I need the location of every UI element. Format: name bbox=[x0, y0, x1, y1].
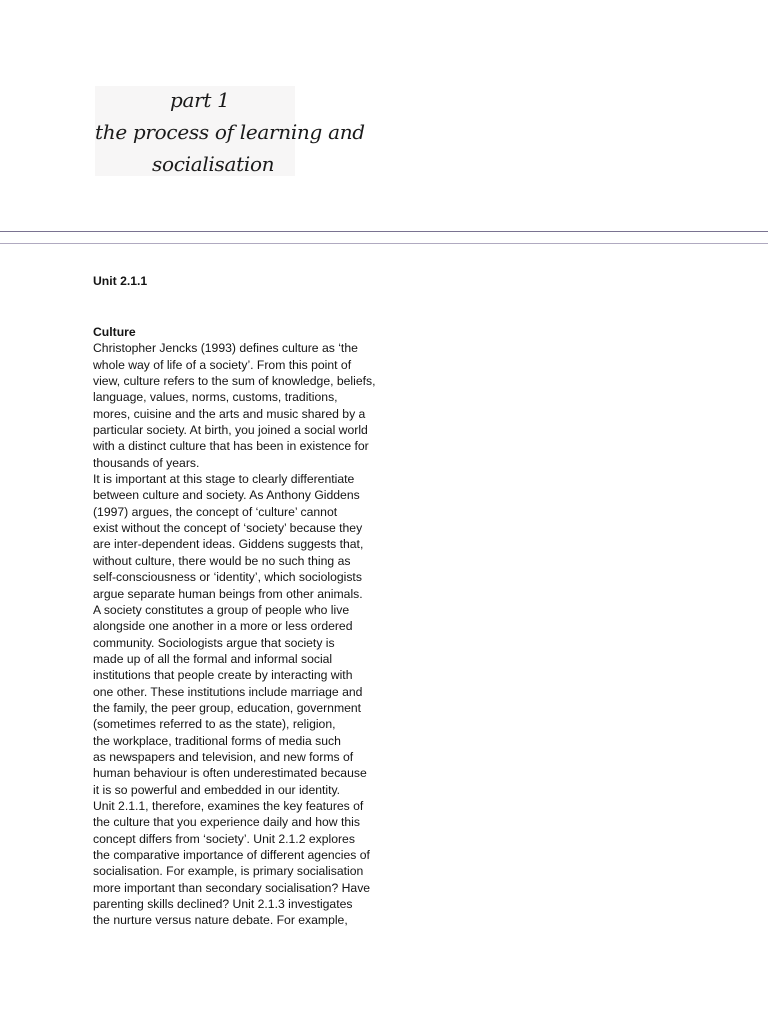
body-line: Christopher Jencks (1993) defines culture as ‘the bbox=[93, 341, 358, 356]
body-line: A society constitutes a group of people who live bbox=[93, 602, 350, 617]
divider-rule bbox=[0, 231, 768, 232]
body-line: (sometimes referred to as the state), religion, bbox=[93, 717, 336, 732]
part-subtitle-line-2: socialisation bbox=[152, 152, 275, 176]
body-line: the family, the peer group, education, government bbox=[93, 700, 362, 715]
body-line: It is important at this stage to clearly differentiate bbox=[93, 472, 355, 487]
body-line: whole way of life of a society’. From this point of bbox=[93, 357, 352, 372]
body-line: human behaviour is often underestimated because bbox=[93, 766, 367, 781]
body-line: particular society. At birth, you joined a social world bbox=[93, 423, 368, 438]
divider-rule-secondary bbox=[0, 243, 768, 244]
body-line: between culture and society. As Anthony Giddens bbox=[93, 488, 360, 503]
body-line: concept differs from ‘society’. Unit 2.1.2 explores bbox=[93, 831, 355, 846]
body-line: it is so powerful and embedded in our identity. bbox=[93, 782, 341, 797]
section-heading: Culture bbox=[93, 325, 136, 339]
body-line: are inter-dependent ideas. Giddens suggests that, bbox=[93, 537, 364, 552]
body-line: more important than secondary socialisation? Have bbox=[93, 880, 371, 895]
body-line: mores, cuisine and the arts and music shared by a bbox=[93, 406, 366, 421]
body-line: the comparative importance of different agencies of bbox=[93, 848, 370, 862]
part-subtitle-line-1: the process of learning and bbox=[95, 120, 365, 144]
body-line: exist without the concept of ‘society’ because they bbox=[93, 521, 363, 536]
body-line: parenting skills declined? Unit 2.1.3 investigates bbox=[93, 897, 353, 912]
unit-heading: Unit 2.1.1 bbox=[93, 274, 148, 288]
body-line: the culture that you experience daily and how this bbox=[93, 815, 360, 830]
body-line: the nurture versus nature debate. For example, bbox=[93, 913, 348, 928]
body-line: with a distinct culture that has been in existence for bbox=[93, 439, 369, 454]
body-line: community. Sociologists argue that society is bbox=[93, 635, 335, 650]
body-line: the workplace, traditional forms of media such bbox=[93, 733, 341, 748]
part-title: part 1 bbox=[170, 88, 230, 112]
body-line: thousands of years. bbox=[93, 455, 200, 470]
body-line: self-consciousness or ‘identity’, which sociologists bbox=[93, 570, 362, 585]
body-line: socialisation. For example, is primary socialisation bbox=[93, 864, 364, 879]
body-line: argue separate human beings from other animals. bbox=[93, 586, 363, 601]
body-line: one other. These institutions include marriage and bbox=[93, 684, 363, 699]
body-line: (1997) argues, the concept of ‘culture’ cannot bbox=[93, 504, 338, 519]
body-line: institutions that people create by interacting with bbox=[93, 668, 353, 683]
body-line: as newspapers and television, and new forms of bbox=[93, 749, 354, 764]
body-line: made up of all the formal and informal social bbox=[93, 651, 333, 666]
body-line: Unit 2.1.1, therefore, examines the key features of bbox=[93, 798, 364, 813]
body-text bbox=[93, 324, 413, 929]
body-line: alongside one another in a more or less ordered bbox=[93, 619, 353, 634]
body-line: language, values, norms, customs, traditions, bbox=[93, 390, 338, 405]
body-line: view, culture refers to the sum of knowledge, beliefs, bbox=[93, 374, 376, 389]
body-line: without culture, there would be no such thing as bbox=[93, 553, 351, 568]
